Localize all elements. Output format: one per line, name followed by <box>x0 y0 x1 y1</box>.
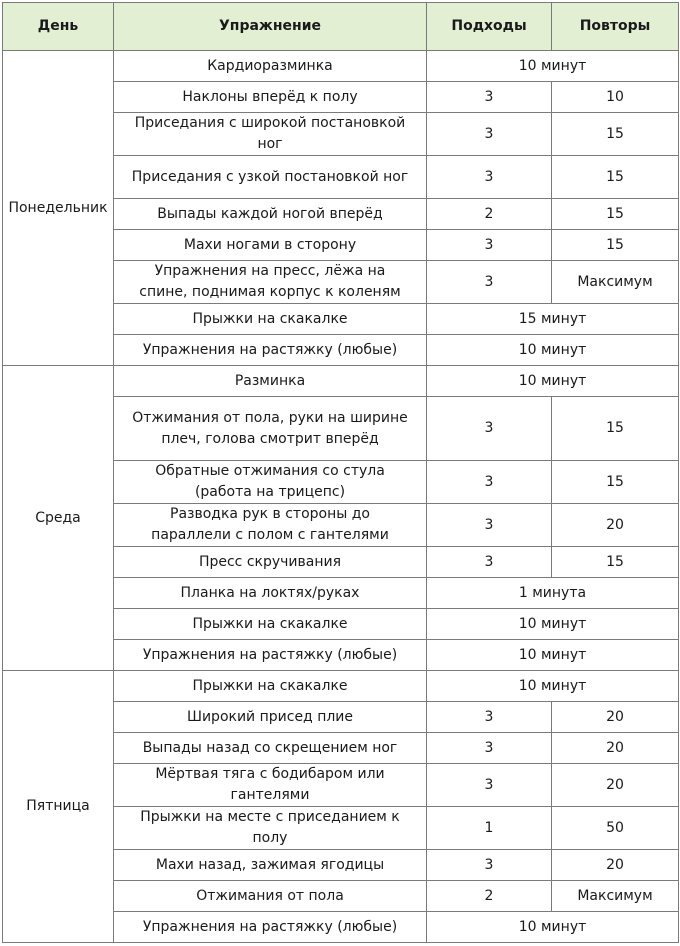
exercise-cell: Выпады каждой ногой вперёд <box>114 199 427 230</box>
reps-cell: 15 <box>552 199 679 230</box>
duration-cell: 10 минут <box>427 335 679 366</box>
sets-cell: 3 <box>427 113 552 156</box>
reps-cell: 20 <box>552 504 679 547</box>
exercise-cell: Приседания с широкой постановкой ног <box>114 113 427 156</box>
sets-cell: 2 <box>427 881 552 912</box>
exercise-cell: Прыжки на месте с приседанием к полу <box>114 807 427 850</box>
sets-cell: 3 <box>427 156 552 199</box>
duration-cell: 10 минут <box>427 912 679 943</box>
exercise-cell: Прыжки на скакалке <box>114 304 427 335</box>
sets-cell: 3 <box>427 230 552 261</box>
duration-cell: 10 минут <box>427 51 679 82</box>
reps-cell: 15 <box>552 461 679 504</box>
exercise-cell: Пресс скручивания <box>114 547 427 578</box>
exercise-cell: Широкий присед плие <box>114 702 427 733</box>
duration-cell: 10 минут <box>427 366 679 397</box>
reps-cell: 15 <box>552 230 679 261</box>
exercise-cell: Упражнения на растяжку (любые) <box>114 640 427 671</box>
sets-cell: 3 <box>427 82 552 113</box>
sets-cell: 3 <box>427 397 552 461</box>
duration-cell: 10 минут <box>427 671 679 702</box>
duration-cell: 1 минута <box>427 578 679 609</box>
exercise-cell: Разминка <box>114 366 427 397</box>
exercise-cell: Упражнения на пресс, лёжа на спине, поднимая корпус к коленям <box>114 261 427 304</box>
sets-cell: 3 <box>427 504 552 547</box>
sets-cell: 3 <box>427 547 552 578</box>
exercise-cell: Махи ногами в сторону <box>114 230 427 261</box>
reps-cell: 15 <box>552 156 679 199</box>
exercise-cell: Упражнения на растяжку (любые) <box>114 335 427 366</box>
exercise-cell: Планка на локтях/руках <box>114 578 427 609</box>
sets-cell: 3 <box>427 733 552 764</box>
reps-cell: Максимум <box>552 881 679 912</box>
reps-cell: Максимум <box>552 261 679 304</box>
table-row <box>3 671 679 702</box>
table-row <box>3 366 679 397</box>
header-reps: Повторы <box>552 3 679 51</box>
sets-cell: 2 <box>427 199 552 230</box>
exercise-cell: Махи назад, зажимая ягодицы <box>114 850 427 881</box>
header-sets: Подходы <box>427 3 552 51</box>
exercise-cell: Прыжки на скакалке <box>114 609 427 640</box>
exercise-cell: Мёртвая тяга с бодибаром или гантелями <box>114 764 427 807</box>
reps-cell: 15 <box>552 113 679 156</box>
exercise-cell: Разводка рук в стороны до параллели с полом с гантелями <box>114 504 427 547</box>
reps-cell: 20 <box>552 733 679 764</box>
header-day: День <box>3 3 114 51</box>
header-exercise: Упражнение <box>114 3 427 51</box>
sets-cell: 3 <box>427 261 552 304</box>
exercise-cell: Кардиоразминка <box>114 51 427 82</box>
exercise-cell: Отжимания от пола, руки на ширине плеч, голова смотрит вперёд <box>114 397 427 461</box>
day-cell: Пятница <box>3 671 114 943</box>
exercise-cell: Выпады назад со скрещением ног <box>114 733 427 764</box>
table-row <box>3 51 679 82</box>
exercise-cell: Отжимания от пола <box>114 881 427 912</box>
exercise-cell: Приседания с узкой постановкой ног <box>114 156 427 199</box>
header-row <box>3 3 679 51</box>
sets-cell: 3 <box>427 702 552 733</box>
sets-cell: 3 <box>427 850 552 881</box>
duration-cell: 15 минут <box>427 304 679 335</box>
sets-cell: 3 <box>427 764 552 807</box>
day-cell: Среда <box>3 366 114 671</box>
exercise-cell: Обратные отжимания со стула (работа на трицепс) <box>114 461 427 504</box>
table-header <box>3 3 679 51</box>
table-body <box>3 51 679 943</box>
reps-cell: 10 <box>552 82 679 113</box>
day-cell: Понедельник <box>3 51 114 366</box>
sets-cell: 3 <box>427 461 552 504</box>
exercise-cell: Наклоны вперёд к полу <box>114 82 427 113</box>
reps-cell: 50 <box>552 807 679 850</box>
reps-cell: 20 <box>552 764 679 807</box>
sets-cell: 1 <box>427 807 552 850</box>
exercise-cell: Упражнения на растяжку (любые) <box>114 912 427 943</box>
reps-cell: 20 <box>552 850 679 881</box>
duration-cell: 10 минут <box>427 609 679 640</box>
exercise-cell: Прыжки на скакалке <box>114 671 427 702</box>
duration-cell: 10 минут <box>427 640 679 671</box>
workout-table <box>2 2 679 943</box>
reps-cell: 15 <box>552 547 679 578</box>
reps-cell: 15 <box>552 397 679 461</box>
reps-cell: 20 <box>552 702 679 733</box>
